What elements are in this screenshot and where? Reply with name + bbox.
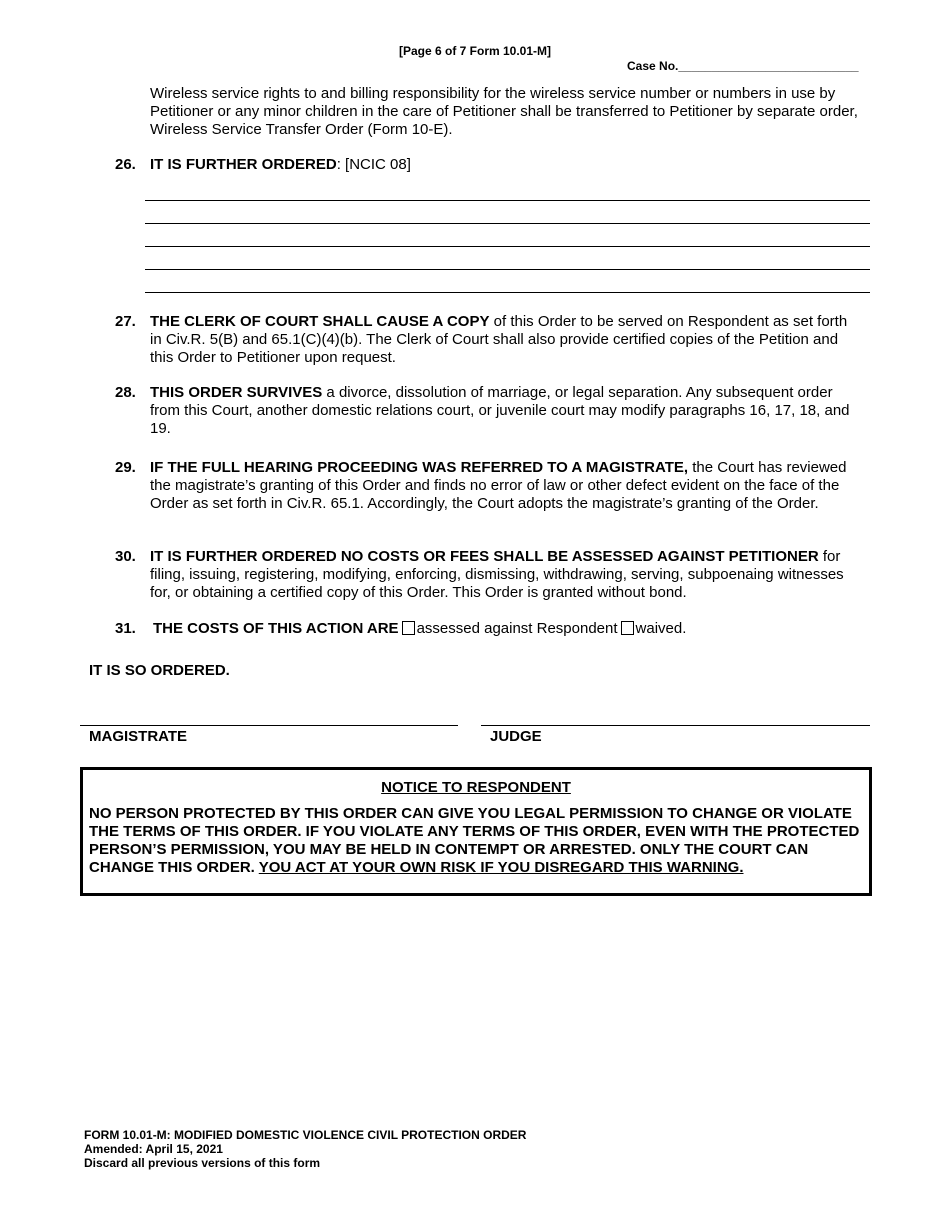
item-28-heading: THIS ORDER SURVIVES — [150, 384, 323, 401]
notice-title: NOTICE TO RESPONDENT — [381, 779, 571, 796]
intro-paragraph: Wireless service rights to and billing responsibility for the wireless service number or numbers in use by Petitioner or any minor children in the care of Petitioner shall be transferred to Petitioner by separate order, Wireless Service Transfer Order (Form 10-E). — [150, 85, 858, 138]
item-30-text: for filing, issuing, registering, modifying, enforcing, dismissing, withdrawing, serving, subpoenaing witnesses for, or obtaining a certified copy of this Order. This Order is granted without bond. — [150, 548, 844, 601]
item-31 — [153, 620, 865, 638]
form-footer — [84, 1128, 526, 1170]
item-31-number: 31. — [115, 620, 136, 637]
item-30-heading: IT IS FURTHER ORDERED NO COSTS OR FEES SHALL BE ASSESSED AGAINST PETITIONER — [150, 548, 819, 565]
item-29-heading: IF THE FULL HEARING PROCEEDING WAS REFERRED TO A MAGISTRATE, — [150, 459, 689, 476]
blank-line-3[interactable] — [145, 246, 870, 247]
blank-line-4[interactable] — [145, 269, 870, 270]
notice-text: NO PERSON PROTECTED BY THIS ORDER CAN GIVE YOU LEGAL PERMISSION TO CHANGE OR VIOLATE THE TERMS OF THIS ORDER. IF YOU VIOLATE ANY TERMS OF THIS ORDER, EVEN WITH THE PROTECTED PERSON’S PERMISSION, YOU MAY BE HELD IN CONTEMPT OR ARRESTED. ONLY THE COURT CAN CHANGE THIS ORDER. — [89, 805, 860, 876]
waived-checkbox[interactable] — [621, 621, 634, 635]
item-29-number: 29. — [115, 459, 136, 476]
item-26-number: 26. — [115, 156, 136, 173]
so-ordered: IT IS SO ORDERED. — [89, 662, 230, 679]
item-27 — [150, 313, 862, 367]
item-29 — [150, 459, 862, 513]
item-31-heading: THE COSTS OF THIS ACTION ARE — [153, 620, 399, 637]
waived-label: waived. — [635, 620, 687, 637]
item-28 — [150, 384, 862, 438]
item-27-text: of this Order to be served on Respondent as set forth in Civ.R. 5(B) and 65.1(C)(4)(b). The Clerk of Court shall also provide certified copies of the Petition and this Order to Petitioner upon request. — [150, 313, 848, 366]
item-26-heading: IT IS FURTHER ORDERED — [150, 156, 337, 173]
notice-body — [89, 805, 864, 877]
item-30-number: 30. — [115, 548, 136, 565]
footer-discard: Discard all previous versions of this form — [84, 1156, 321, 1170]
item-30 — [150, 548, 862, 602]
page-label: [Page 6 of 7 Form 10.01-M] — [398, 44, 552, 58]
item-27-heading: THE CLERK OF COURT SHALL CAUSE A COPY — [150, 313, 490, 330]
magistrate-signature-line[interactable] — [80, 725, 458, 726]
assessed-checkbox[interactable] — [402, 621, 415, 635]
footer-form-title: FORM 10.01-M: MODIFIED DOMESTIC VIOLENCE CIVIL PROTECTION ORDER — [84, 1128, 527, 1142]
item-28-text: a divorce, dissolution of marriage, or legal separation. Any subsequent order from this Court, another domestic relations court, or juvenile court may modify paragraphs 16, 17, 18, and 19. — [150, 384, 850, 437]
case-number-blank[interactable]: ___________________________ — [678, 59, 859, 73]
item-27-number: 27. — [115, 313, 136, 330]
item-26-text: : [NCIC 08] — [336, 156, 411, 173]
notice-warning: YOU ACT AT YOUR OWN RISK IF YOU DISREGARD THIS WARNING. — [258, 859, 744, 876]
judge-label: JUDGE — [490, 728, 542, 745]
assessed-label: assessed against Respondent — [416, 620, 618, 637]
item-28-number: 28. — [115, 384, 136, 401]
notice-box — [80, 767, 872, 896]
item-29-text: the Court has reviewed the magistrate’s granting of this Order and finds no error of law or other defect evident on the face of the Order as set forth in Civ.R. 65.1. Accordingly, the Court adopts the magistrate’s granting of the Order. — [150, 459, 847, 512]
case-label: Case No. — [627, 59, 679, 73]
blank-line-1[interactable] — [145, 200, 870, 201]
item-26 — [150, 156, 862, 174]
judge-signature-line[interactable] — [481, 725, 870, 726]
footer-amended: Amended: April 15, 2021 — [84, 1142, 223, 1156]
magistrate-label: MAGISTRATE — [89, 728, 188, 745]
case-number — [627, 59, 859, 73]
blank-line-2[interactable] — [145, 223, 870, 224]
blank-line-5[interactable] — [145, 292, 870, 293]
